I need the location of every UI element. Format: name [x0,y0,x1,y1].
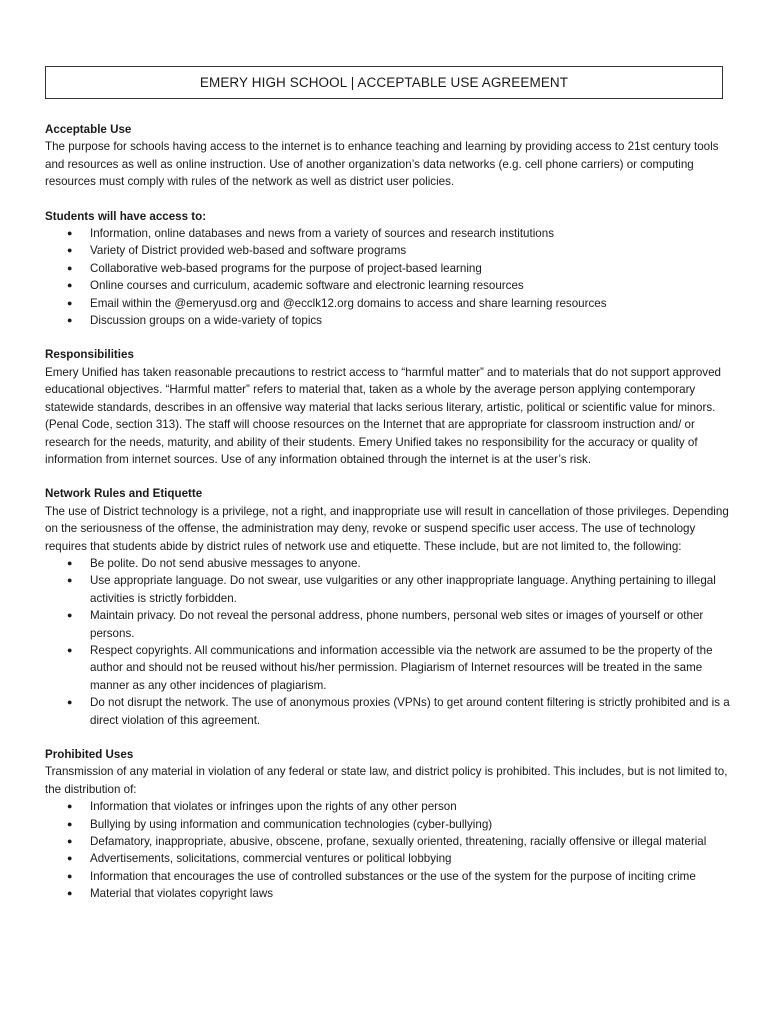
section-responsibilities [45,346,730,468]
bullet-list [45,225,730,329]
list-item: ● Discussion groups on a wide-variety of topics [45,312,730,329]
list-item: ● Information, online databases and news from a variety of sources and research institutions [45,225,730,242]
section-body: Transmission of any material in violation of any federal or state law, and district policy is prohibited. This includes, but is not limited to, the distribution of: [45,765,728,796]
list-item: ● Be polite. Do not send abusive messages to anyone. [45,555,730,572]
document-title: EMERY HIGH SCHOOL | ACCEPTABLE USE AGREEMENT [45,66,723,99]
list-item: ● Variety of District provided web-based and software programs [45,242,730,259]
section-body: The purpose for schools having access to the internet is to enhance teaching and learning by providing access to 21st century tools and resources as well as online instruction. Use of another organization’s data networks (e.g. cell phone carriers) or computing resources must comply with rules of the network as well as district user policies. [45,140,719,189]
section-heading: Responsibilities [45,348,134,362]
list-item: ● Use appropriate language. Do not swear, use vulgarities or any other inappropriate language. Anything pertaining to illegal activities is strictly forbidden. [45,572,730,607]
section-prohibited-uses [45,746,730,903]
section-access [45,208,730,330]
list-item: ● Bullying by using information and communication technologies (cyber-bullying) [45,816,730,833]
section-acceptable-use [45,121,730,191]
document-content [45,121,730,920]
list-item: ● Maintain privacy. Do not reveal the personal address, phone numbers, personal web sites or images of yourself or other persons. [45,607,730,642]
list-item: ● Respect copyrights. All communications and information accessible via the network are assumed to be the property of the author and should not be reused without his/her permission. Plagiarism of Internet resources will be treated in the same manner as any other incidences of plagiarism. [45,642,730,694]
section-network-rules [45,485,730,729]
section-heading: Acceptable Use [45,123,132,136]
list-item: ● Email within the @emeryusd.org and @ecclk12.org domains to access and share learning resources [45,295,730,312]
list-item: ● Do not disrupt the network. The use of anonymous proxies (VPNs) to get around content filtering is strictly prohibited and is a direct violation of this agreement. [45,694,730,729]
bullet-list [45,798,730,902]
section-heading: Network Rules and Etiquette [45,487,203,501]
list-item: ● Information that encourages the use of controlled substances or the use of the system for the purpose of inciting crime [45,868,730,885]
bullet-list [45,555,730,729]
section-heading: Students will have access to: [45,209,207,223]
section-body: Emery Unified has taken reasonable precautions to restrict access to “harmful matter” and to materials that do not support approved educational objectives. “Harmful matter” refers to material that, taken as a whole by the average person applying contemporary statewide standards, describes in an offensive way material that lacks serious literary, artistic, political or scientific value for minors. (Penal Code, section 313). The staff will choose resources on the Internet that are appropriate for classroom instruction and/ or research for the needs, maturity, and ability of their students. Emery Unified takes no responsibility for the accuracy or quality of information from internet sources. Use of any information obtained through the internet is at the user’s risk. [45,365,721,466]
section-heading: Prohibited Uses [45,748,134,761]
list-item: ● Advertisements, solicitations, commercial ventures or political lobbying [45,850,730,867]
list-item: ● Collaborative web-based programs for the purpose of project-based learning [45,260,730,277]
list-item: ● Online courses and curriculum, academic software and electronic learning resources [45,277,730,294]
list-item: ● Material that violates copyright laws [45,885,730,902]
section-body: The use of District technology is a privilege, not a right, and inappropriate use will result in cancellation of those privileges. Depending on the seriousness of the offense, the administration may deny, revoke or suspend specific user access. The use of technology requires that students abide by district rules of network use and etiquette. These include, but are not limited to, the following: [45,504,729,553]
list-item: ● Information that violates or infringes upon the rights of any other person [45,798,730,815]
list-item: ● Defamatory, inappropriate, abusive, obscene, profane, sexually oriented, threatening, racially offensive or illegal material [45,833,730,850]
